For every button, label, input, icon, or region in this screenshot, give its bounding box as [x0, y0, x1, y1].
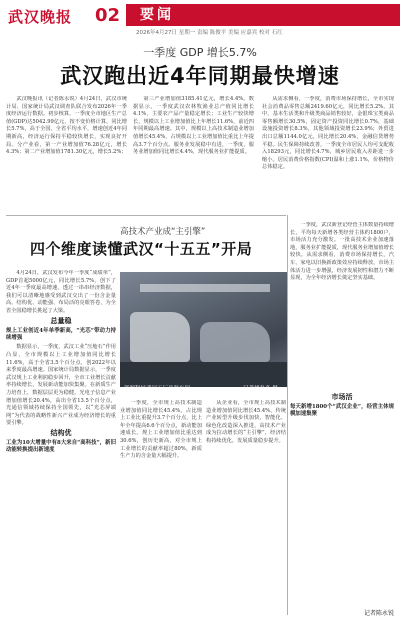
main-column-1 [6, 96, 127, 206]
section-subtitle-1: 规上工业创近4年单季新高，“光芯”带动力持续增强 [6, 327, 116, 341]
divider-main-bottom [6, 215, 286, 216]
second-column-a [6, 270, 116, 615]
main-kicker: 一季度 GDP 增长5.7% [143, 46, 257, 59]
photo-vehicle-1 [130, 312, 190, 362]
second-column-c [206, 400, 286, 615]
second-col-b-text: 一季度，全市规上高技术制造业增加值同比增长45.4%，占比规上工业比重提升3.7个百分点，比上年全年提高6.6个百分点，新动能加速成长。规上工业增加值比重达到30.6%，创历史新高，对全市规上工业增长的贡献率超过80%，新质生产力的含金量大幅提升。 [120, 400, 202, 460]
section-subtitle-2: 工业为10大增量中有8大来自“高科技”，新旧动能转换提出新速度 [6, 439, 116, 454]
divider-right-vertical [287, 215, 288, 615]
second-kicker: 高技术产业成“主引擎” [120, 227, 206, 237]
page-number: 02 [95, 5, 121, 26]
factory-photo [120, 272, 287, 387]
footer-credit: 记者陈永锐 [363, 610, 394, 617]
second-headline: 四个维度读懂武汉“十五五”开局 [30, 240, 253, 258]
main-col2-text: 第三产业增加值3185.41亿元，增长4.4%。数据显示，一季度武汉农林牧渔业总产值同比增长4.1%，主要农产品产量稳定增长；工业生产较快增长，规模以上工业增加值比上年增长11.6%，前近四年同期最高增速。其中，规模以上高技术制造业增加值增长45.4%，占规模以上工业增加值比重比上年提高3.7个百分点。服务业发展稳中有进，一季度，服务业增加值同比增长4.4%，现代服务业扩能提质。 [133, 96, 254, 156]
dateline: 2026年4月27日 星期一 责编 陈俊平 美编 应嘉宾 校对 石红 [136, 30, 283, 36]
section-subtitle-3: 每天新增1800个“武汉企业”，经营主体规模加速集聚 [290, 404, 394, 418]
section-title-2: 结构优 [50, 428, 72, 437]
main-col3-text: 从需求侧看，一季度，消费市场保持增长，全市实现社会消费品零售总额2419.60亿元，同比增长5.2%。其中，基本生活类和升级类商品销售较好，金银珠宝类商品零售额增长30.5%，固定资产投资同比增长0.7%，基础设施投资增长8.3%，其他领域投资增长23.9%；外贸进出口总额1144.0亿元，同比增长20.4%，金融信贷增势平稳。民生保障持续改善，一季度全市居民人均可支配收入18293元，同比增长4.7%，城乡居民收入差距进一步缩小。居民消费价格指数(CPI)温和上涨1.1%，价格物价总体稳定。 [262, 96, 394, 171]
second-column-e [290, 392, 394, 597]
section-name: 要闻 [140, 7, 174, 23]
section-title-3: 市场活 [331, 393, 353, 401]
photo-ceiling-light [140, 284, 270, 292]
section-title-1: 总量稳 [50, 316, 72, 325]
photo-vehicle-2 [200, 322, 270, 362]
second-intro-text: 4月24日，武汉发布今年一季度“成绩单”，GDP首超5000亿元，同比增长5.7%，创下了近4年一季度最高增速。透过一串串经济数据，我们可以清晰地感受到武汉交出了一份含金量高、结构优、动能强、布局活的亮眼答卷，为全省全国稳增长挑起了大梁。 [6, 270, 116, 314]
second-col-d-text: 一季度，武汉新登记经营主体数量持续增长，平均每天新增各类经营主体约1800户，市场活力充分激发。一批高技术企业加速落地，服务业扩能提质，现代服务业增加值增长较快。从需求侧看，消费市场保持增长，汽车、家电以旧换新政策效应持续释放，市场主体活力进一步增强，经济发展韧性和潜力不断显现，为全年经济增长奠定坚实基础。 [290, 222, 394, 282]
photo-caption: 资源科技武汉工厂总装车间。 [124, 386, 196, 392]
main-headline: 武汉跑出近4年同期最快增速 [60, 64, 340, 88]
page-header [0, 0, 400, 40]
photo-credit: 记者胡冬冬 摄 [243, 386, 278, 392]
masthead: 武汉晚报 [8, 8, 73, 26]
second-col-c-text: 从企业看，全市规上高技术制造业增加值同比增长45.4%，传统产业转型升级步伐加快，智能化、绿色化改造深入推进，高技术产业成为拉动增长的“主引擎”，经济结构持续优化，发展质量稳步提升。 [206, 400, 286, 444]
second-col-a-body: 数据显示，一季度，武汉工业“压舱石”作用凸显，全市规模以上工业增加值同比增长11.6%，高于全省3.5个百分点，创2022年以来季度最高增速。国家统计局数据显示，一季度武汉规上工业利润稳步回升，全市工业增长贡献率持续增长，发展新动能加快集聚。在新质生产力培育上，数据层层更为稳健。光电子信息产业增加值增长20.4%，高出全省13.5个百分点，光通信领域持续保持全国领先，以“光芯屏端网”为代表的战略性新兴产业成为经济增长的重要引擎。 [6, 344, 116, 427]
main-column-3 [262, 96, 394, 214]
second-column-b [120, 400, 202, 615]
main-col1-text: 武汉晚报讯（记者陈永锐）4月24日，武汉市统计局、国家统计局武汉调查队联合发布2026年一季度经济运行数据。初步核算，一季度全市地区生产总值(GDP)达5042.99亿元，按不变价格计算，同比增长5.7%，高于全国、全省平均水平，增速创近4年同期新高，经济运行保持平稳较快增长，实现良好开局。分产业看，第一产业增加值76.28亿元，增长4.3%；第二产业增加值1781.30亿元，增长5.2%； [6, 96, 127, 156]
second-column-d [290, 222, 394, 387]
main-column-2 [133, 96, 254, 206]
